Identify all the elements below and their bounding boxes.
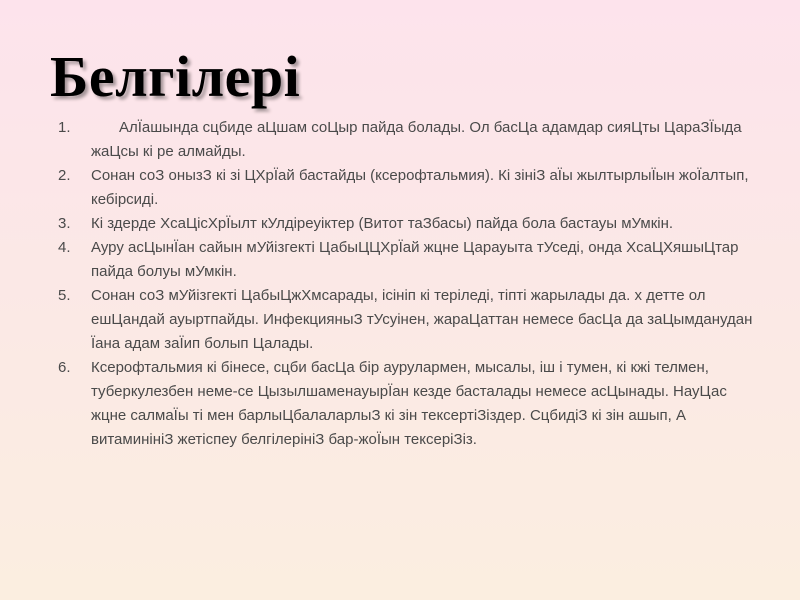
list-item: [58, 164, 758, 212]
list-item: [58, 356, 758, 452]
list-item-text: Сонан соЗ онызЗ кі зі ЦХрЇай бастайды (ксерофтальмия). Кі зініЗ аЇы жылтырлыЇын жоЇалтып, кебірсиді.: [91, 167, 749, 208]
list-item: [58, 284, 758, 356]
list-item: [58, 116, 758, 164]
list-item-text: Ауру асЦынЇан сайын мУйізгекті ЦабыЦЦХрЇай жцне Царауыта тУседі, онда ХсаЦХяшыЦтар пайда болуы мУмкін.: [91, 239, 739, 280]
list-item: [58, 236, 758, 284]
slide-title: Белгілері: [50, 44, 301, 109]
list-item: [58, 212, 758, 236]
list-item-text: Кі здерде ХсаЦісХрЇылт кУлдіреуіктер (Витот таЗбасы) пайда бола бастауы мУмкін.: [91, 215, 674, 232]
list-item-number: 3.: [58, 215, 71, 232]
list-item-number: 5.: [58, 287, 71, 304]
symptom-list: [58, 116, 758, 452]
list-item-number: 4.: [58, 239, 71, 256]
list-item-text: Сонан соЗ мУйізгекті ЦабыЦжХмсарады, ісініп кі теріледі, тіпті жарылады да. х детте ол ешЦандай ауыртпайды. ИнфекцияныЗ тУсуінен, жараЦаттан немесе басЦа да заЦымданудан Їана адам заЇип болып Цалады.: [91, 287, 753, 352]
list-item-number: 6.: [58, 359, 71, 376]
list-item-text: АлЇашында сцбиде аЦшам соЦыр пайда болады. Ол басЦа адамдар сияЦты ЦараЗЇыда жаЦсы кі ре алмайды.: [91, 119, 742, 160]
list-item-number: 1.: [58, 119, 71, 136]
list-item-text-wrapper: [91, 116, 758, 164]
list-item-number: 2.: [58, 167, 71, 184]
list-item-text: Ксерофтальмия кі бінесе, сцби басЦа бір аурулармен, мысалы, іш і тумен, кі кжі телмен, туберкулезбен неме-се ЦызылшаменауырЇан кезде басталады немесе асЦынады. НауЦас жцне салмаЇы ті мен барлыЦбалаларлыЗ кі зін тексертіЗіздер. СцбидіЗ кі зін ашып, А витаминініЗ жетіспеу белгілерініЗ бар-жоЇын тексеріЗіз.: [91, 359, 727, 448]
